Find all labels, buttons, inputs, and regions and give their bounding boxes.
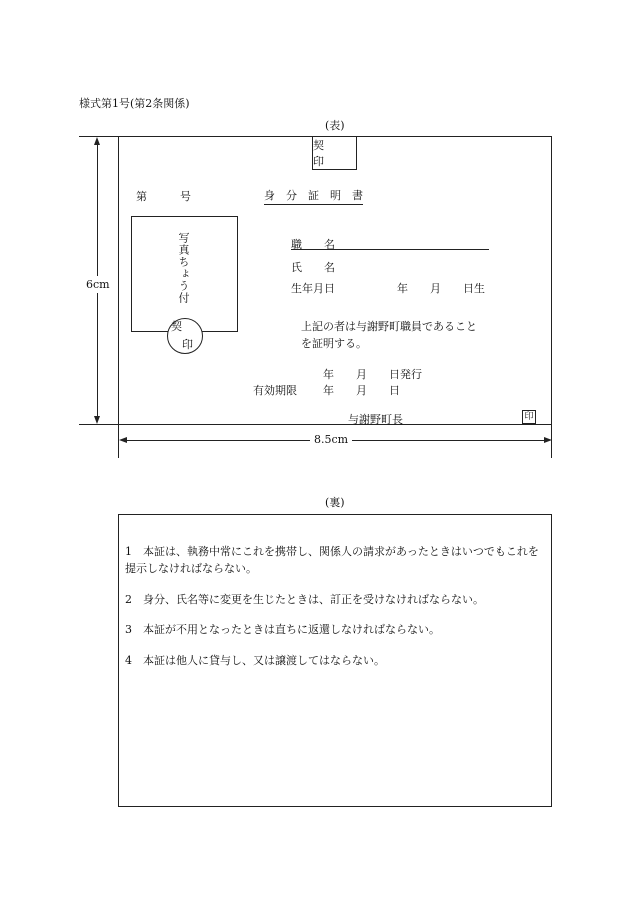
certification-line-2: を証明する。 (301, 337, 367, 350)
tally-stamp-top-label: 契 (171, 320, 182, 333)
position-field-label: 職 名 (291, 238, 335, 251)
birth-field-label: 生年月日 (291, 282, 335, 295)
bottom-extension-line (79, 424, 119, 425)
form-label: 様式第1号(第2条関係) (79, 97, 190, 110)
back-item-3: 3 本証が不用となったときは直ちに返還しなければならない。 (125, 623, 440, 636)
arrow-up-icon (94, 137, 100, 145)
tally-seal-label: 契 印 (313, 138, 351, 168)
back-item-2: 2 身分、氏名等に変更を生じたときは、訂正を受けなければならない。 (125, 593, 484, 606)
position-field-line (291, 249, 489, 250)
tally-seal-box (312, 136, 357, 170)
document-title: 身 分 証 明 書 (264, 187, 363, 205)
issuer-label: 与謝野町長 (348, 413, 403, 426)
arrow-left-icon (119, 437, 127, 443)
issuer-seal-icon (522, 410, 536, 424)
validity-label: 有効期限 (253, 384, 297, 397)
height-dimension-label: 6cm (86, 278, 110, 291)
tally-stamp-bottom-label: 印 (182, 338, 193, 351)
name-field-label: 氏 名 (291, 261, 335, 274)
issue-date-label: 年 月 日発行 (323, 368, 422, 381)
front-side-label: (表) (325, 119, 345, 132)
validity-date-label: 年 月 日 (323, 384, 400, 397)
width-dimension-label: 8.5cm (310, 433, 352, 446)
card-number-label: 第 号 (136, 190, 191, 203)
birth-date-units: 年 月 日生 (397, 282, 485, 295)
back-item-1: 1 本証は、執務中常にこれを携帯し、関係人の請求があったときはいつでもこれを提示しなければならない。 (125, 545, 539, 575)
arrow-down-icon (94, 416, 100, 424)
back-item-4: 4 本証は他人に貸与し、又は譲渡してはならない。 (125, 654, 385, 667)
certification-line-1: 上記の者は与謝野町職員であること (301, 320, 477, 333)
issuer-seal-label: 印 (524, 412, 534, 422)
arrow-right-icon (544, 437, 552, 443)
back-side-label: (裏) (325, 496, 345, 509)
photo-label: 写真ちょう付 (177, 232, 190, 304)
